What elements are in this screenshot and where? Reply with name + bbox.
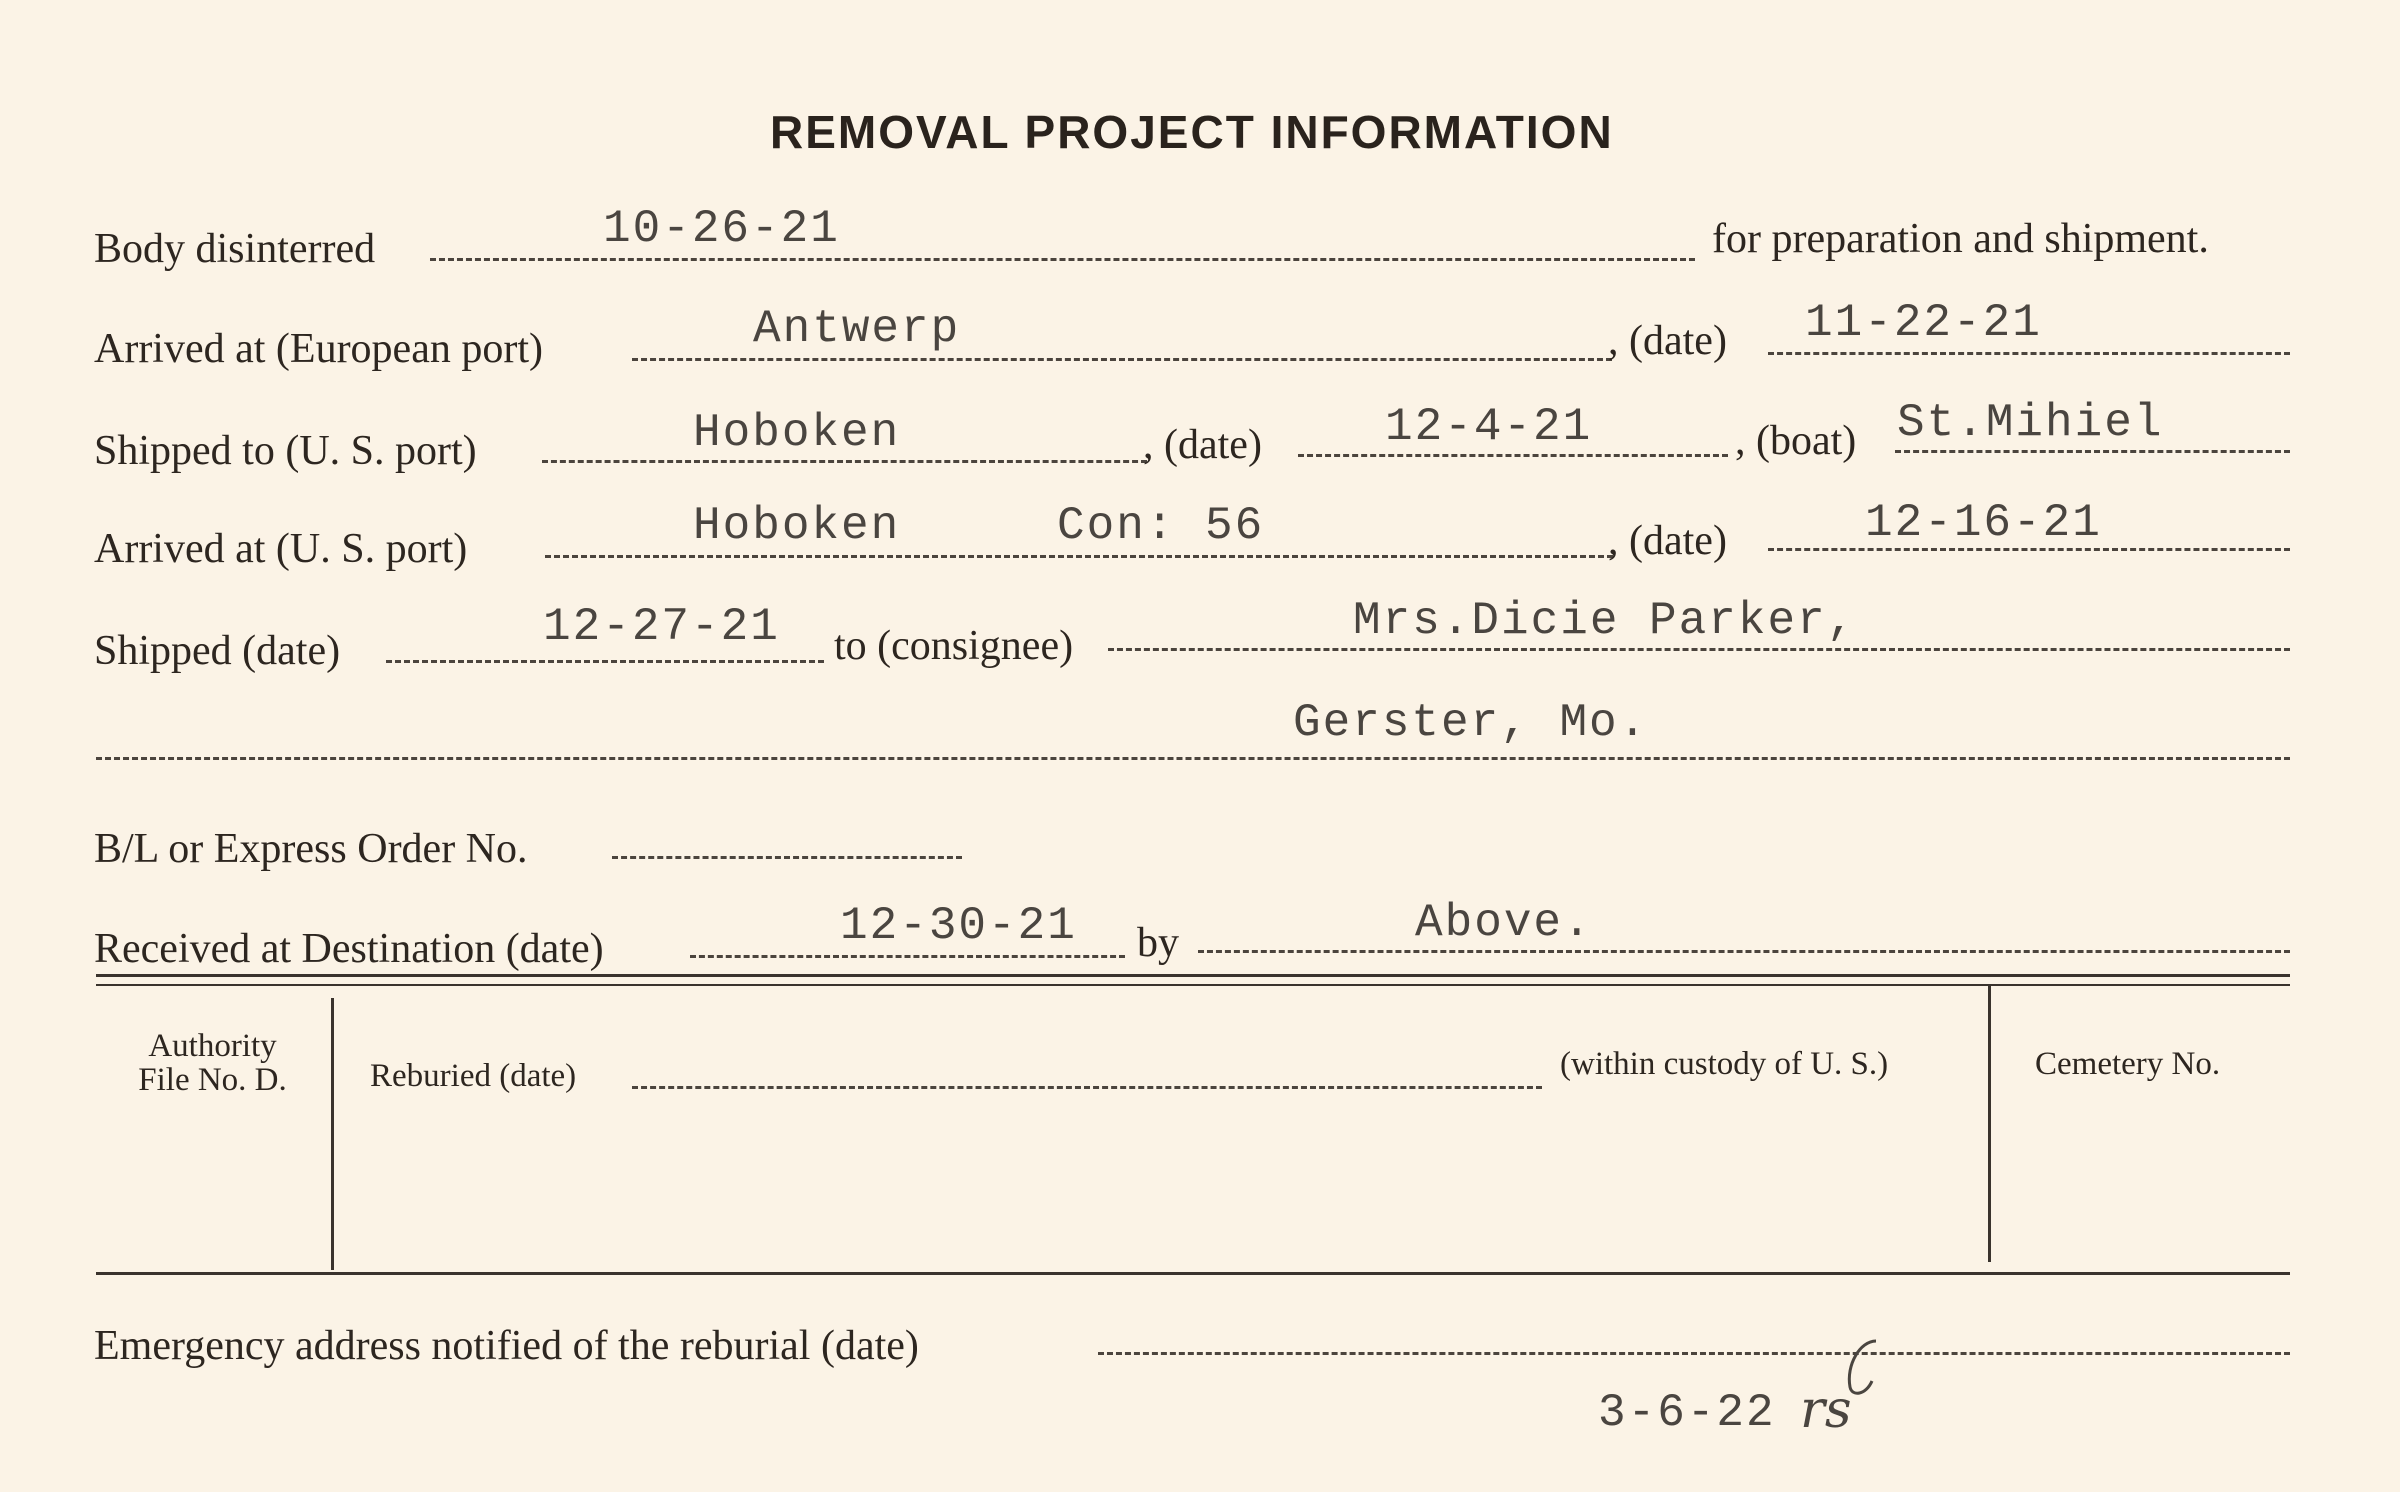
body-disinterred-line bbox=[430, 258, 1695, 261]
boat-label: , (boat) bbox=[1735, 418, 1857, 464]
received-by-value: Above. bbox=[1415, 897, 1593, 949]
us-shipped-date-value: 12-4-21 bbox=[1385, 401, 1593, 453]
shipped-date-value: 12-27-21 bbox=[543, 601, 780, 653]
us-shipped-date-line bbox=[1298, 454, 1728, 457]
bl-express-label: B/L or Express Order No. bbox=[94, 826, 528, 872]
box-right-divider bbox=[1988, 986, 1991, 1262]
received-date-value: 12-30-21 bbox=[840, 900, 1077, 952]
divider-bottom bbox=[96, 1272, 2290, 1275]
european-date-value: 11-22-21 bbox=[1805, 297, 2042, 349]
handwritten-mark-icon bbox=[1838, 1335, 1888, 1405]
boat-value: St.Mihiel bbox=[1897, 397, 2164, 449]
european-date-line bbox=[1768, 352, 2290, 355]
european-port-line bbox=[632, 358, 1612, 361]
reburied-date-label: Reburied (date) bbox=[370, 1058, 577, 1094]
divider-top bbox=[96, 974, 2290, 977]
received-by-line bbox=[1198, 950, 2290, 953]
consignee-line bbox=[1108, 648, 2290, 651]
cemetery-no-label: Cemetery No. bbox=[2035, 1046, 2221, 1082]
authority-label-line1: Authority bbox=[148, 1028, 277, 1064]
us-shipped-date-label: , (date) bbox=[1143, 422, 1262, 468]
european-date-label: , (date) bbox=[1608, 318, 1727, 364]
consignee-address-line bbox=[96, 757, 2290, 760]
us-port-shipped-value: Hoboken bbox=[693, 407, 901, 459]
consignee-label: to (consignee) bbox=[834, 623, 1074, 669]
consignee-name-value: Mrs.Dicie Parker, bbox=[1353, 595, 1857, 647]
received-date-line bbox=[690, 955, 1125, 958]
us-arrived-date-label: , (date) bbox=[1608, 518, 1727, 564]
authority-label-line2: File No. D. bbox=[138, 1062, 287, 1098]
divider-top-inner bbox=[96, 984, 2290, 986]
boat-line bbox=[1895, 450, 2290, 453]
us-port-shipped-line bbox=[542, 460, 1147, 463]
shipped-to-us-port-label: Shipped to (U. S. port) bbox=[94, 428, 477, 474]
notified-date-value: 3-6-22 bbox=[1598, 1387, 1776, 1439]
us-arrived-date-value: 12-16-21 bbox=[1865, 497, 2102, 549]
shipped-date-line bbox=[386, 660, 824, 663]
within-custody-label: (within custody of U. S.) bbox=[1560, 1046, 1889, 1082]
con-number-value: Con: 56 bbox=[1057, 500, 1265, 552]
arrived-us-port-label: Arrived at (U. S. port) bbox=[94, 526, 468, 572]
page-title: REMOVAL PROJECT INFORMATION bbox=[770, 106, 1614, 158]
emergency-address-label: Emergency address notified of the reburial (date) bbox=[94, 1323, 919, 1369]
clerk-initials: rs bbox=[1800, 1380, 1852, 1440]
box-left-divider bbox=[331, 998, 334, 1270]
bl-express-line bbox=[612, 856, 962, 859]
received-by-label: by bbox=[1137, 920, 1179, 966]
body-disinterred-label: Body disinterred bbox=[94, 226, 376, 272]
shipped-date-label: Shipped (date) bbox=[94, 628, 341, 674]
reburied-date-line bbox=[632, 1086, 1542, 1089]
arrived-european-label: Arrived at (European port) bbox=[94, 326, 543, 372]
european-port-value: Antwerp bbox=[753, 303, 961, 355]
received-destination-label: Received at Destination (date) bbox=[94, 926, 604, 972]
us-port-arrived-value: Hoboken bbox=[693, 500, 901, 552]
disinterred-date-value: 10-26-21 bbox=[603, 203, 840, 255]
for-preparation-label: for preparation and shipment. bbox=[1712, 216, 2209, 262]
us-port-arrived-line bbox=[545, 555, 1613, 558]
consignee-address-value: Gerster, Mo. bbox=[1293, 697, 1649, 749]
emergency-address-line bbox=[1098, 1352, 2290, 1355]
